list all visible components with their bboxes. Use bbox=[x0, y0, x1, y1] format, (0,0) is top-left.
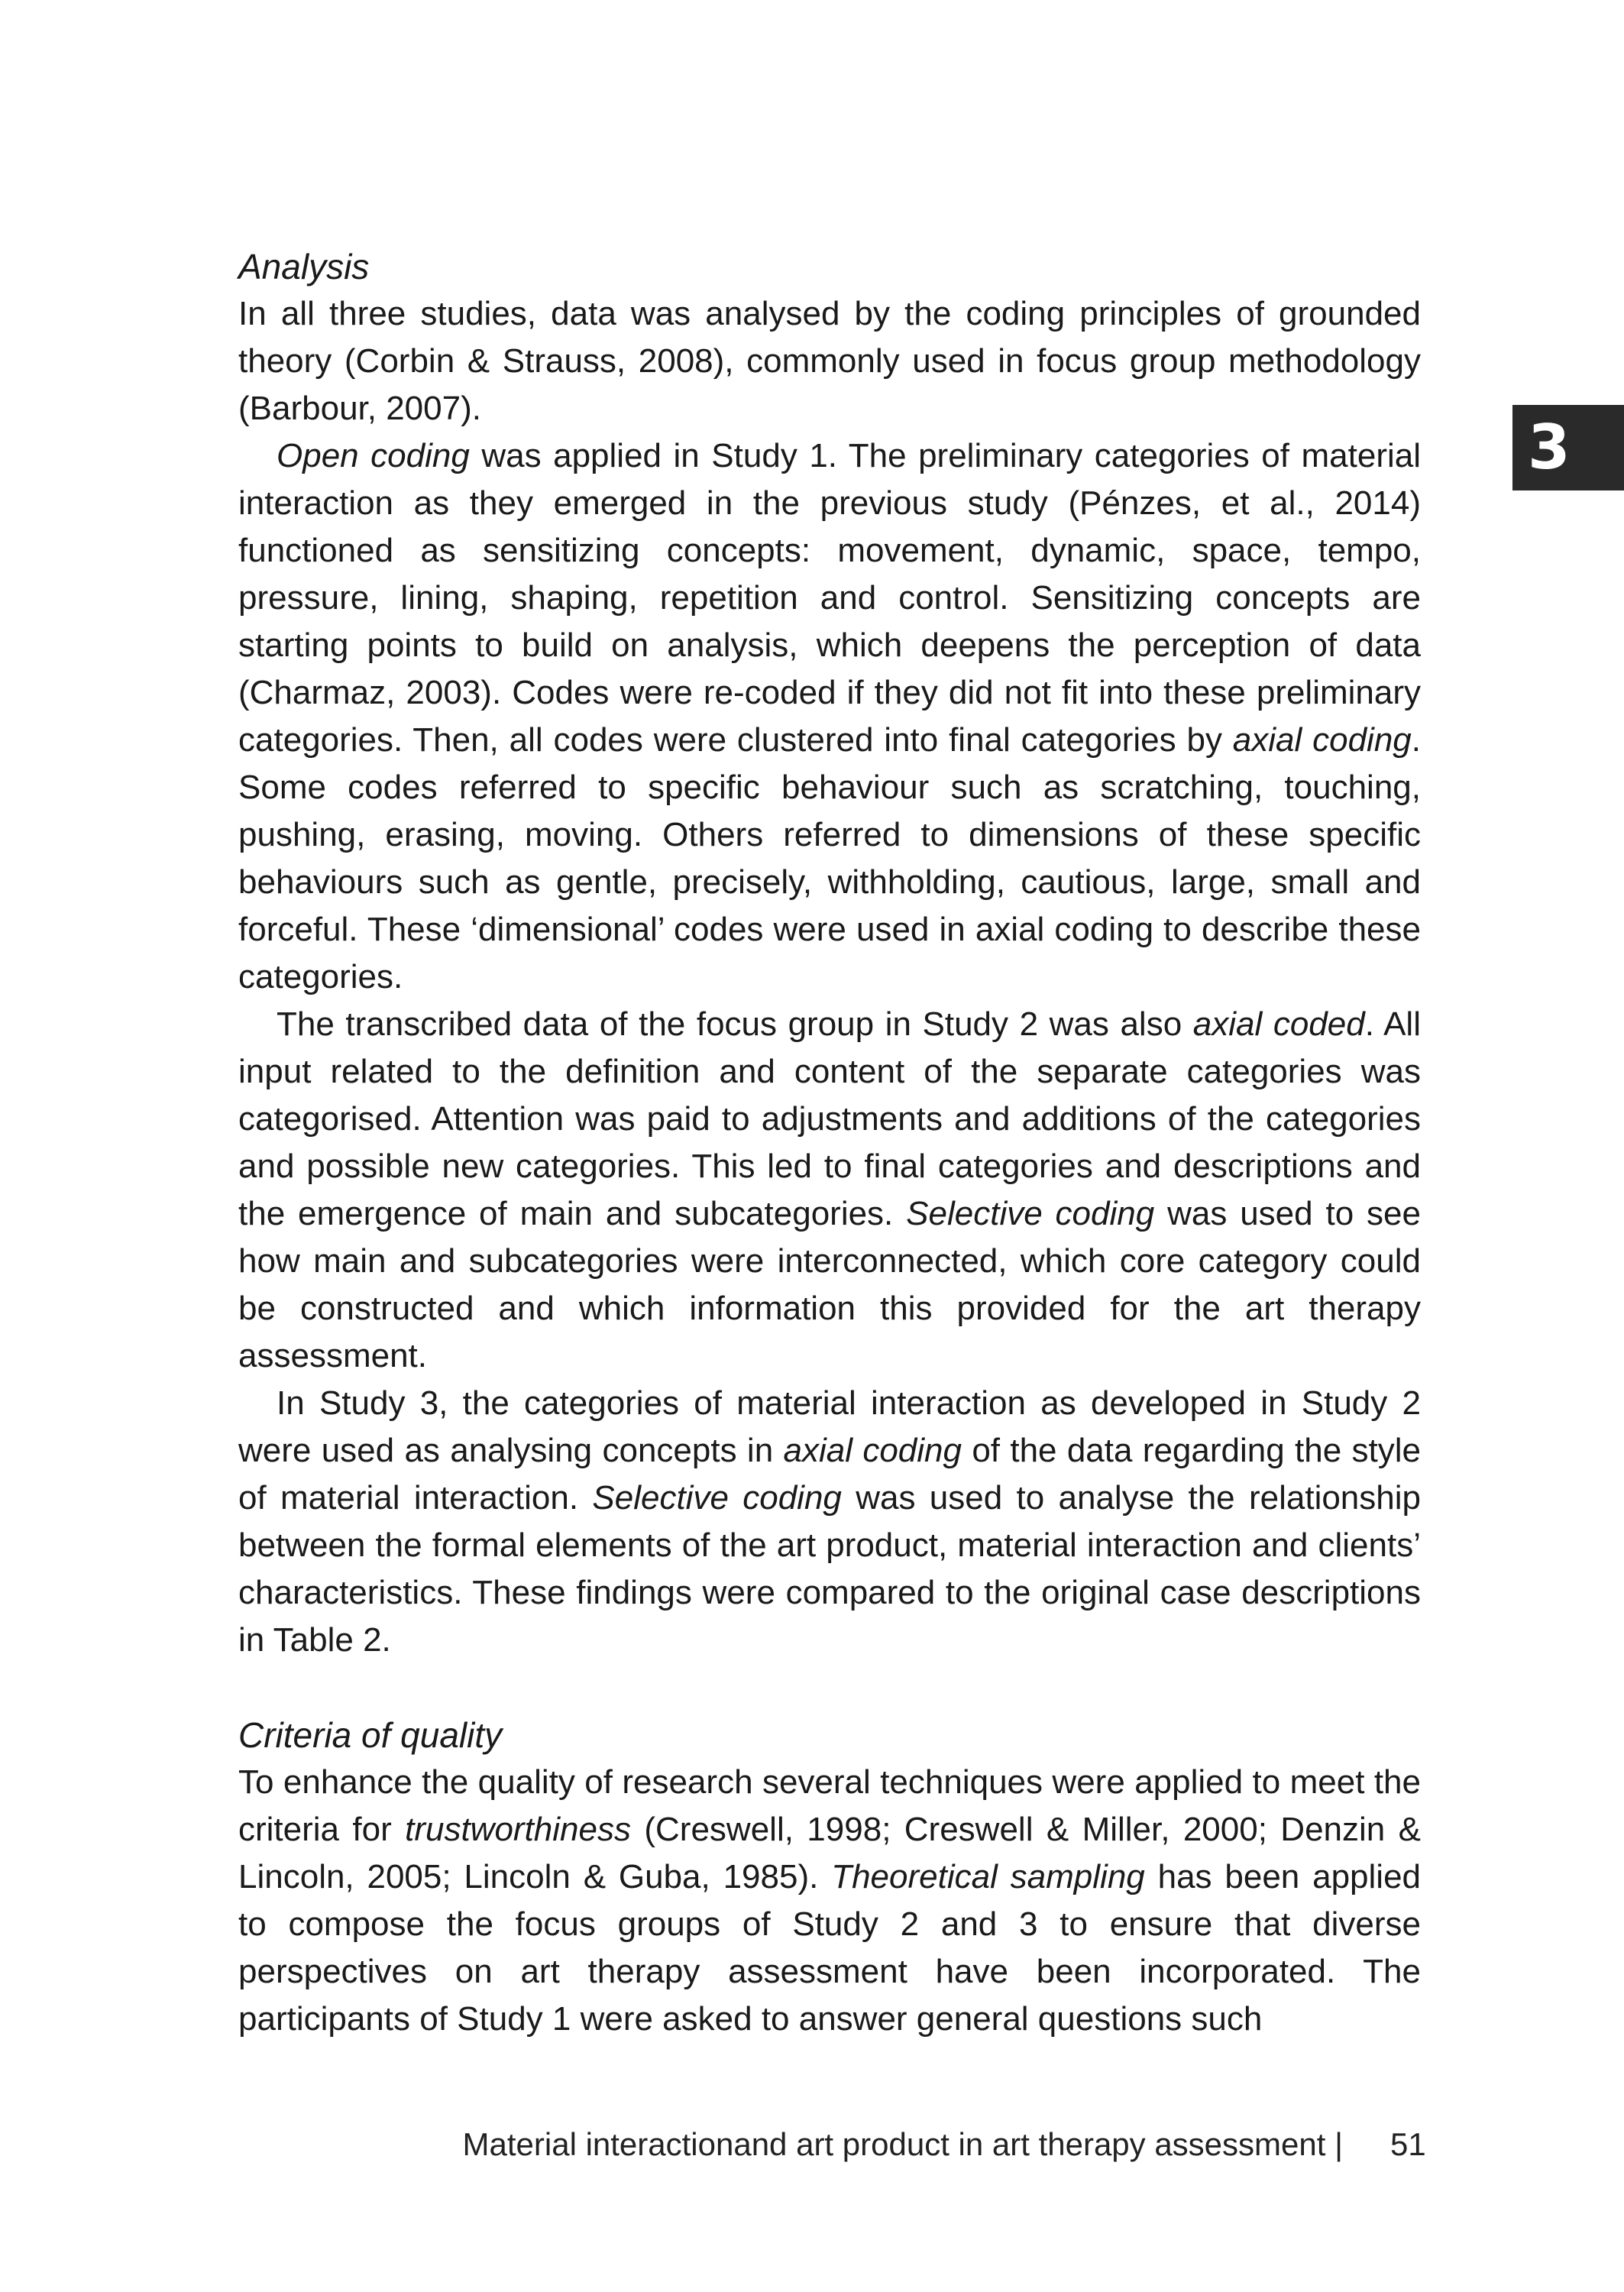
running-title: Material interactionand art product in art therapy assessment | bbox=[462, 2126, 1343, 2162]
text-span: In Study 3, the categories of material interaction as developed in Study 2 were used as analysing concepts in bbox=[238, 1384, 1421, 1469]
paragraph-analysis-3 bbox=[238, 1001, 1421, 1380]
text-span: was applied in Study 1. The preliminary categories of material interaction as they emerged in the previous study (Pénzes, et al., 2014) functioned as sensitizing concepts: movement, dynamic, space, tempo, pressure, lining, shaping, repetition and control. Sensitizing concepts are starting points to build on analysis, which deepens the perception of data (Charmaz, 2003). Codes were re-coded if they did not fit into these preliminary categories. Then, all codes were clustered into final categories by bbox=[238, 437, 1422, 759]
paragraph-quality-1 bbox=[238, 1759, 1421, 2043]
term-theoretical-sampling: Theoretical sampling bbox=[831, 1858, 1145, 1895]
text-span: . All input related to the definition and content of the separate categories was categorised. Attention was paid to adjustments and additions of the categories and possible new categories. This led to final categories and descriptions and the emergence of main and subcategories. bbox=[238, 1005, 1421, 1232]
term-axial-coding: axial coding bbox=[783, 1432, 962, 1469]
page-number: 51 bbox=[1390, 2126, 1426, 2162]
heading-analysis: Analysis bbox=[238, 247, 370, 286]
text-span: of the data regarding the style of material interaction. bbox=[238, 1432, 1422, 1517]
term-selective-coding: Selective coding bbox=[906, 1195, 1155, 1232]
heading-criteria-of-quality: Criteria of quality bbox=[238, 1715, 503, 1755]
term-trustworthiness: trustworthiness bbox=[405, 1811, 631, 1848]
page-body bbox=[238, 243, 1421, 2043]
term-selective-coding: Selective coding bbox=[592, 1479, 842, 1517]
text-span: has been applied to compose the focus groups of Study 2 and 3 to ensure that diverse perspectives on art therapy assessment have been incorporated. The participants of Study 1 were asked to answer general questions such bbox=[238, 1858, 1422, 2038]
text-span: was used to see how main and subcategories were interconnected, which core category could be constructed and which information this provided for the art therapy assessment. bbox=[238, 1195, 1421, 1374]
text-span: To enhance the quality of research several techniques were applied to meet the criteria for bbox=[238, 1763, 1421, 1848]
term-open-coding: Open coding bbox=[277, 437, 470, 474]
term-axial-coding: axial coding bbox=[1232, 721, 1412, 759]
text-span: The transcribed data of the focus group in Study 2 was also bbox=[277, 1005, 1193, 1043]
paragraph-analysis-4 bbox=[238, 1380, 1421, 1664]
text-span: (Creswell, 1998; Creswell & Miller, 2000; Denzin & Lincoln, 2005; Lincoln & Guba, 1985). bbox=[238, 1811, 1421, 1895]
chapter-tab: 3 bbox=[1512, 405, 1624, 490]
paragraph-analysis-2 bbox=[238, 432, 1421, 1001]
paragraph-analysis-1: In all three studies, data was analysed by the coding principles of grounded theory (Corbin & Strauss, 2008), commonly used in focus group methodology (Barbour, 2007). bbox=[238, 295, 1421, 427]
text-span: . Some codes referred to specific behaviour such as scratching, touching, pushing, erasing, moving. Others referred to dimensions of these specific behaviours such as gentle, precisely, withholding, cautious, large, small and forceful. These ‘dimensional’ codes were used in axial coding to describe these categories. bbox=[238, 721, 1422, 995]
page-footer bbox=[428, 2122, 1426, 2167]
text-span: was used to analyse the relationship between the formal elements of the art product, material interaction and clients’ characteristics. These findings were compared to the original case descriptions in Table 2. bbox=[238, 1479, 1421, 1659]
term-axial-coded: axial coded bbox=[1192, 1005, 1365, 1043]
section-gap bbox=[238, 1664, 1421, 1711]
